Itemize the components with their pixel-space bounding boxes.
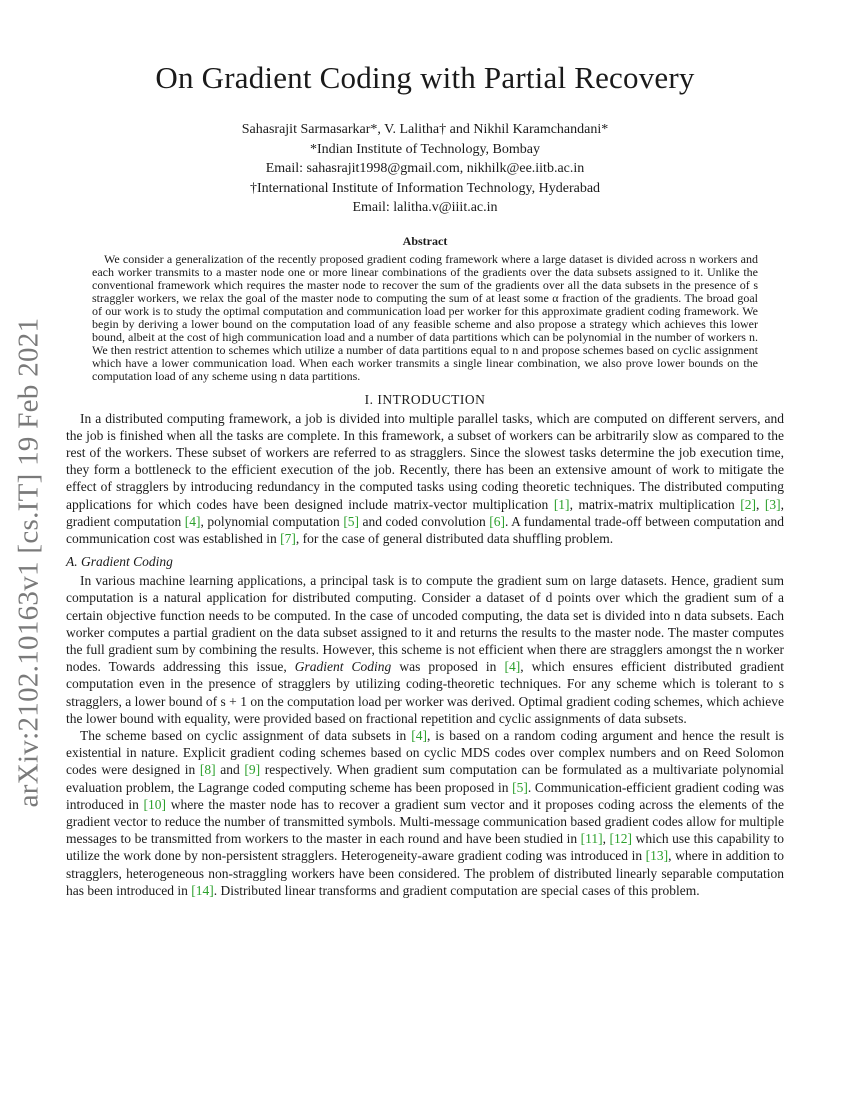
arxiv-identifier-stamp (6, 312, 52, 812)
abstract-text: We consider a generalization of the recently proposed gradient coding framework where a large dataset is divided across n workers and each worker transmits to a master node one or more linear combinations of the gradients over the data subsets assigned to it. Unlike the conventional framework which requires the master node to recover the sum of the gradients over all the data subsets in the presence of s straggler workers, we relax the goal of the master node to computing the sum of at least some α fraction of the gradients. The broad goal of our work is to study the optimal computation and communication load per worker for this approximate gradient coding framework. We begin by deriving a lower bound on the computation load of any feasible scheme and also propose a strategy which achieves this lower bound, albeit at the cost of high communication load and a number of data partitions which can be polynomial in the number of workers n. We then restrict attention to schemes which utilize a number of data partitions equal to n and propose schemes based on cyclic assignment which have a lower communication load. When each worker transmits a single linear combination, we also prove lower bounds on the computation load of any scheme using n data partitions. (92, 251, 758, 383)
intro-paragraph (66, 410, 784, 548)
gc2-text-8: which use this capability to utilize the work done by non-persistent stragglers. Heterogeneity-aware gradient coding was introduced in (66, 831, 784, 864)
gradient-coding-paragraph-1 (66, 572, 784, 727)
abstract-heading: Abstract (402, 233, 448, 248)
citation-4[interactable]: [4] (184, 513, 201, 529)
email-line-2: Email: lalitha.v@iiit.ac.in (352, 200, 498, 215)
subsection-gradient-coding-heading: A. Gradient Coding (66, 554, 173, 570)
intro-text-4: , gradient computation (66, 496, 784, 529)
citation-11[interactable]: [11] (580, 831, 603, 847)
citation-3[interactable]: [3] (764, 496, 781, 512)
gradient-coding-paragraph-2 (66, 727, 784, 899)
section-introduction-heading: I. INTRODUCTION (364, 391, 486, 407)
gc2-text-3: and (215, 762, 245, 778)
intro-text-1: In a distributed computing framework, a job is divided into multiple parallel tasks, which are computed on different servers, and the job is finished when all the tasks are complete. In this framework, a subset of workers can be arbitrarily slow as compared to the rest of the workers. These subset of workers are referred to as stragglers. Since the slowest tasks determine the job execution time, they form a bottleneck to the efficient execution of the job. Recently, there has been an extensive amount of work to mitigate the effect of stragglers by introducing redundancy in the computed tasks using coding theoretic techniques. The distributed computing applications for which codes have been designed include matrix-vector multiplication (66, 410, 784, 512)
gc1-text-3: , which ensures efficient distributed gradient computation even in the presence of stragglers by utilizing coding-theoretic techniques. For any scheme which is tolerant to s stragglers, a lower bound of s + 1 on the computation load per worker was derived. Optimal gradient coding schemes, which achieve the lower bound with equality, were provided based on fractional repetition and cyclic assignments of data subsets. (66, 659, 784, 726)
paper-page (66, 60, 784, 899)
intro-text-7: . A fundamental trade-off between computation and communication cost was established in (66, 513, 785, 546)
citation-6[interactable]: [6] (489, 513, 506, 529)
intro-text-5: , polynomial computation (200, 513, 344, 529)
gc2-text-5: . Communication-efficient gradient coding was introduced in (66, 779, 785, 812)
gc1-text-2: was proposed in (391, 659, 505, 675)
affiliation-2: †International Institute of Information Technology, Hyderabad (249, 180, 601, 196)
intro-text-2: , matrix-matrix multiplication (569, 496, 741, 512)
gc1-text-1: In various machine learning applications, a principal task is to compute the gradient sum on large datasets. Hence, gradient sum computation is a natural application for distributed computing. Consider a dataset of d points over which the gradient sum of a certain objective function needs to be computed. In the case of uncoded computing, the data set is divided into n data subsets. Each worker computes a partial gradient on the data subset assigned to it and returns the results to the master node. The master computes the full gradient sum by combining the results. However, this scheme is not efficient when there are stragglers amongst the n worker nodes. Towards addressing this issue, (66, 573, 784, 675)
citation-4-ref-2[interactable]: [4] (411, 727, 427, 743)
citation-7[interactable]: [7] (280, 530, 296, 546)
citation-9[interactable]: [9] (244, 762, 261, 778)
affiliation-1: *Indian Institute of Technology, Bombay (310, 141, 540, 157)
gc2-text-7: , (602, 831, 610, 847)
paper-title: On Gradient Coding with Partial Recovery (155, 60, 695, 95)
citation-10[interactable]: [10] (143, 796, 167, 812)
citation-4-ref[interactable]: [4] (504, 659, 521, 675)
gc2-text-1: The scheme based on cyclic assignment of data subsets in (80, 727, 412, 743)
citation-5[interactable]: [5] (343, 513, 360, 529)
arxiv-identifier-text: arXiv:2102.10163v1 [cs.IT] 19 Feb 2021 (12, 317, 45, 807)
citation-2[interactable]: [2] (740, 496, 756, 512)
gc1-emphasis-gradient-coding: Gradient Coding (294, 659, 392, 675)
citation-12[interactable]: [12] (609, 831, 633, 847)
email-line-1: Email: sahasrajit1998@gmail.com, nikhilk@ee.iitb.ac.in (265, 161, 585, 176)
gc2-text-9: , where in addition to stragglers, heterogeneous non-straggling workers have been considered. The problem of distributed linearly separable computation has been introduced in (66, 848, 784, 898)
intro-text-8: , for the case of general distributed data shuffling problem. (295, 530, 614, 546)
gc2-text-2: , is based on a random coding argument and hence the result is existential in nature. Explicit gradient coding schemes based on cyclic MDS codes over complex numbers and on Reed Solomon codes were designed in (66, 727, 784, 778)
gc2-text-6: where the master node has to recover a gradient sum vector and it proposes coding across the elements of the gradient vector to reduce the number of transmitted symbols. Multi-message communication based gradient codes allow for multiple messages to be transmitted from workers to the master in each round and have been studied in (66, 796, 784, 847)
gc2-text-4: respectively. When gradient sum computation can be formulated as a multivariate polynomial evaluation problem, the Lagrange coded computing scheme has been proposed in (66, 762, 784, 795)
citation-5-ref[interactable]: [5] (512, 779, 528, 795)
citation-14[interactable]: [14] (191, 882, 214, 898)
citation-1[interactable]: [1] (553, 496, 570, 512)
gc2-text-10: . Distributed linear transforms and gradient computation are special cases of this problem. (213, 882, 700, 898)
intro-text-6: and coded convolution (359, 513, 490, 529)
author-names: Sahasrajit Sarmasarkar*, V. Lalitha† and Nikhil Karamchandani* (241, 122, 609, 137)
author-block (66, 120, 784, 218)
intro-text-3: , (755, 496, 765, 512)
citation-13[interactable]: [13] (645, 848, 669, 864)
citation-8[interactable]: [8] (199, 762, 216, 778)
